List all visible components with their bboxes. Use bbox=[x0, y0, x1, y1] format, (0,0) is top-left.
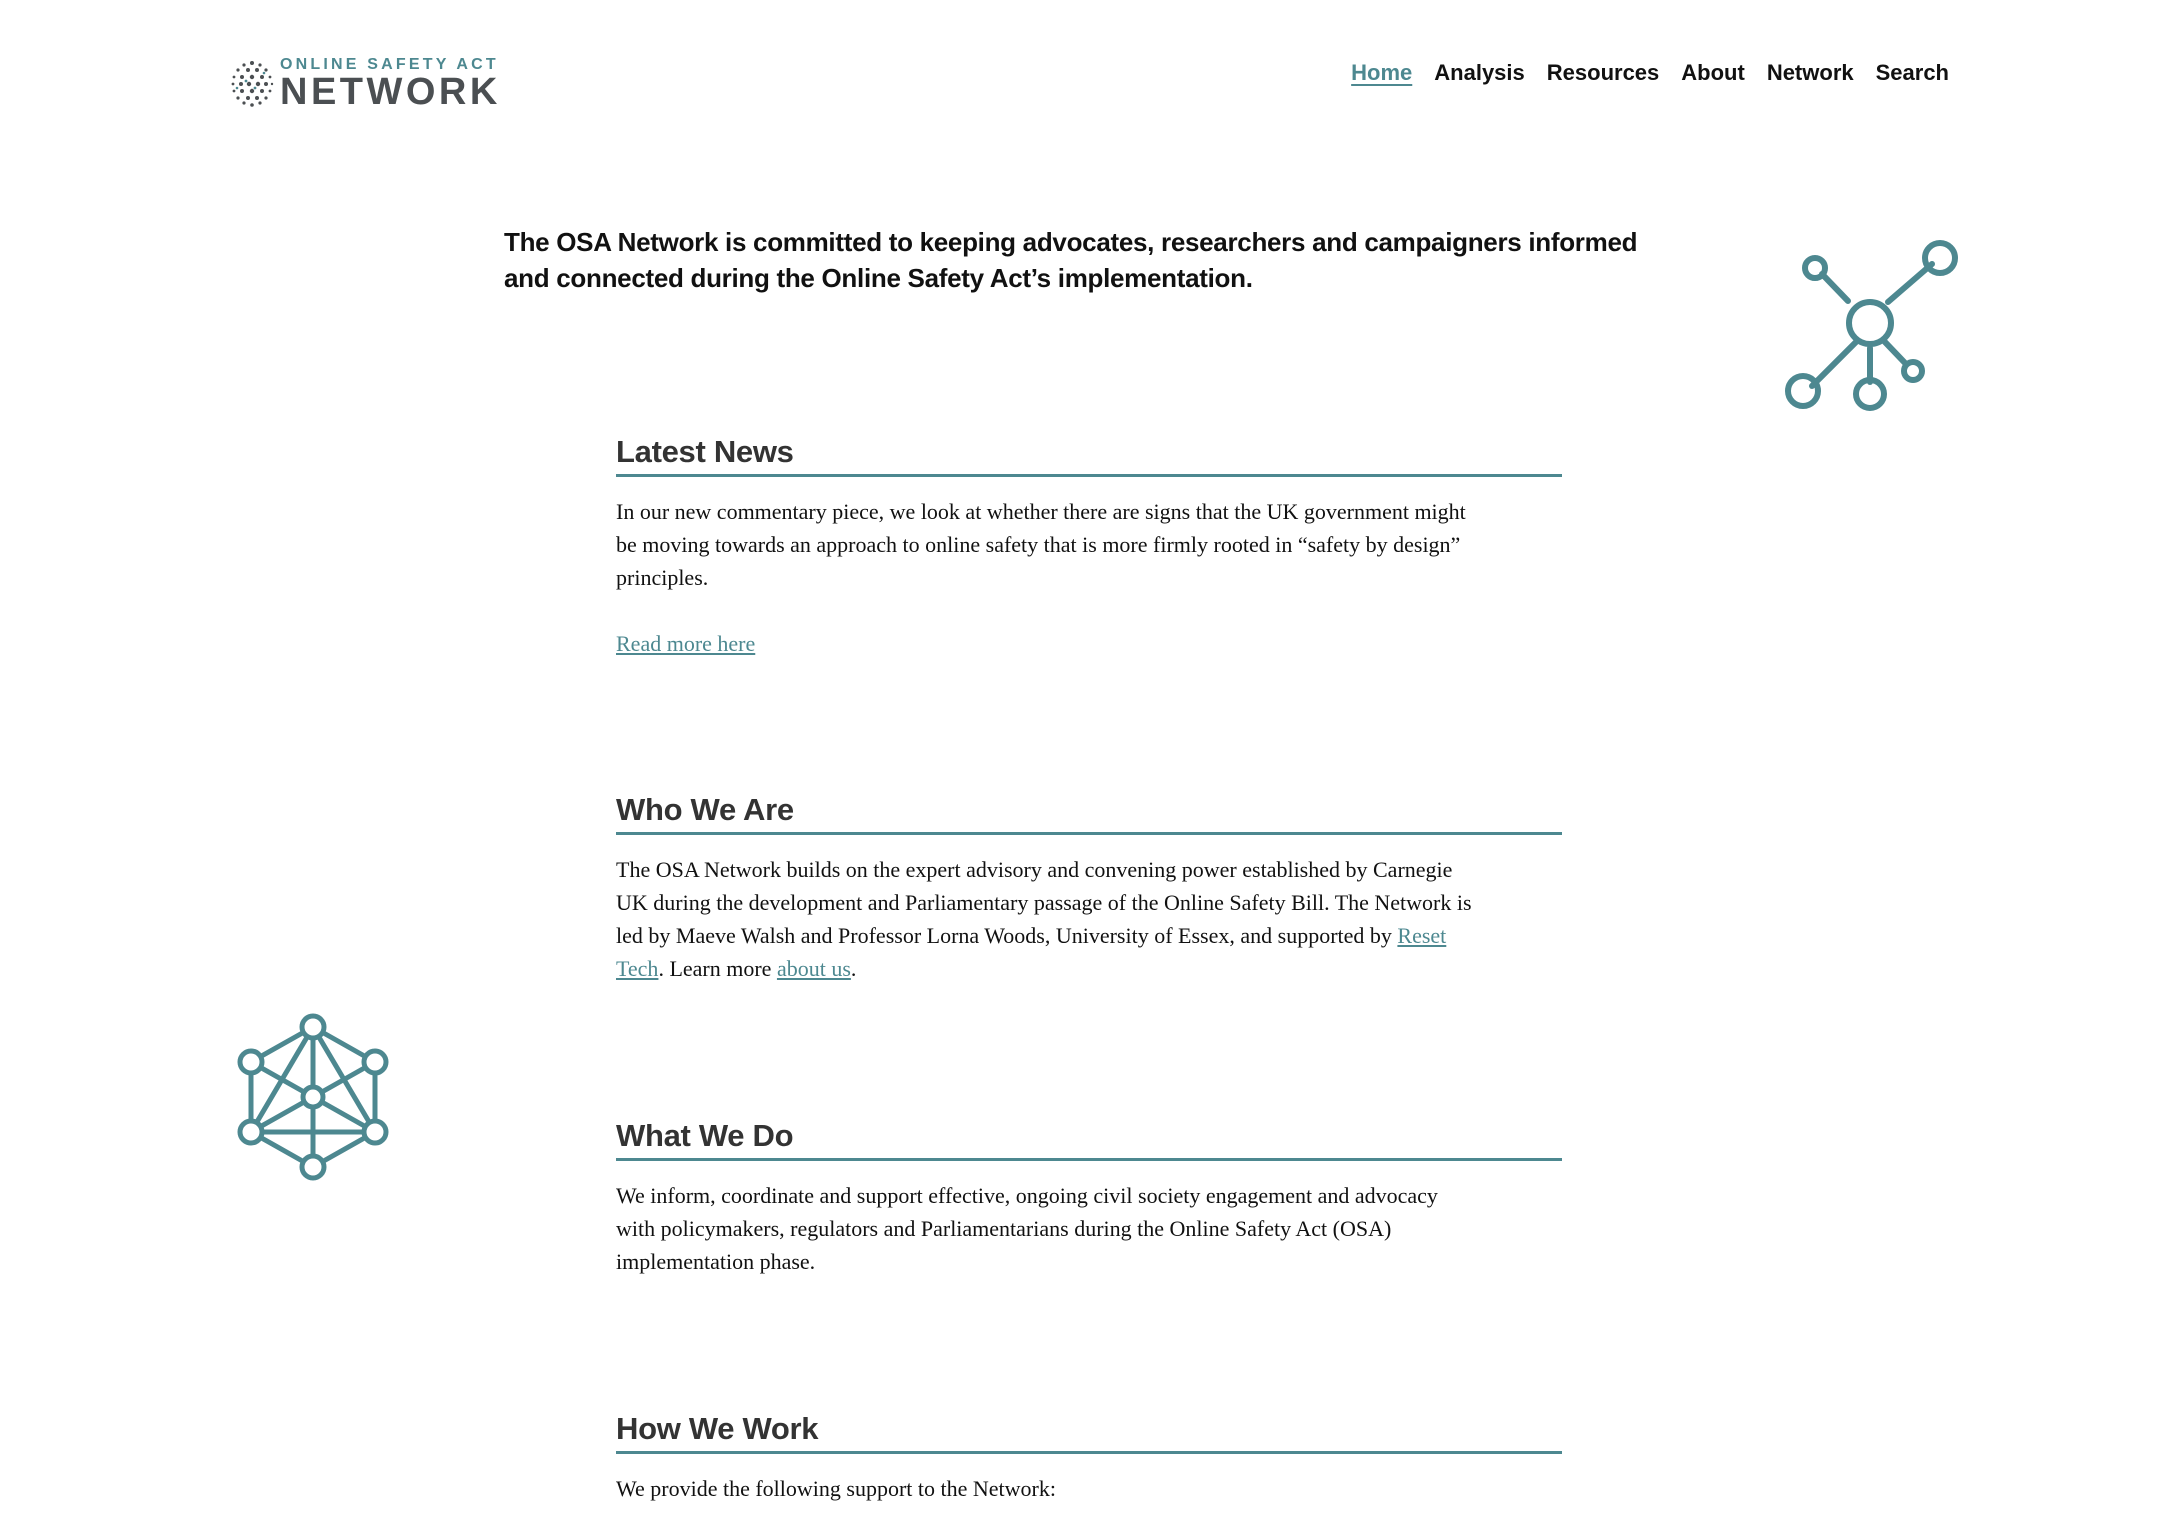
who-we-are-heading: Who We Are bbox=[616, 792, 1562, 835]
latest-news-body: In our new commentary piece, we look at whether there are signs that the UK government might be moving towards an approach to online safety that is more firmly rooted in “safety by design” principles. bbox=[616, 499, 1466, 590]
dotted-globe-icon bbox=[228, 57, 276, 109]
nav-analysis[interactable]: Analysis bbox=[1434, 60, 1525, 85]
hexagon-network-icon bbox=[228, 1010, 398, 1190]
main-nav bbox=[1351, 60, 1949, 86]
who-we-are-body: The OSA Network builds on the expert advisory and convening power established by Carnegie UK during the development and Parliamentary passage of the Online Safety Bill. The Network is led by Maeve Walsh and Professor Lorna Woods, University of Essex, and supported by Reset Tech. Learn more about us. bbox=[616, 857, 1472, 981]
latest-news-heading: Latest News bbox=[616, 434, 1562, 477]
how-we-work-section bbox=[616, 1411, 1562, 1505]
what-we-do-body: We inform, coordinate and support effective, ongoing civil society engagement and advocacy with policymakers, regulators and Parliamentarians during the Online Safety Act (OSA) implementation phase. bbox=[616, 1183, 1438, 1274]
latest-news-section bbox=[616, 434, 1562, 660]
who-we-are-section bbox=[616, 792, 1562, 985]
site-logo[interactable] bbox=[228, 56, 501, 113]
nav-resources[interactable]: Resources bbox=[1546, 60, 1660, 85]
nav-network[interactable]: Network bbox=[1766, 60, 1854, 85]
how-we-work-heading: How We Work bbox=[616, 1411, 1562, 1454]
logo-top-text: ONLINE SAFETY ACT bbox=[280, 56, 499, 73]
read-more-link[interactable]: Read more here bbox=[616, 631, 756, 656]
logo-main-text: NETWORK bbox=[280, 71, 501, 113]
what-we-do-section bbox=[616, 1118, 1562, 1278]
what-we-do-heading: What We Do bbox=[616, 1118, 1562, 1161]
nav-home[interactable]: Home bbox=[1351, 60, 1413, 85]
nav-about[interactable]: About bbox=[1681, 60, 1745, 85]
nav-search[interactable]: Search bbox=[1875, 60, 1949, 85]
reset-tech-link[interactable]: Reset Tech bbox=[616, 923, 1447, 981]
network-nodes-icon bbox=[1784, 240, 1960, 416]
about-us-link[interactable]: about us bbox=[776, 956, 851, 981]
intro-statement: The OSA Network is committed to keeping advocates, researchers and campaigners informed and connected during the Online Safety Act’s implementation. bbox=[504, 227, 1638, 293]
how-we-work-body: We provide the following support to the Network: bbox=[616, 1476, 1056, 1501]
